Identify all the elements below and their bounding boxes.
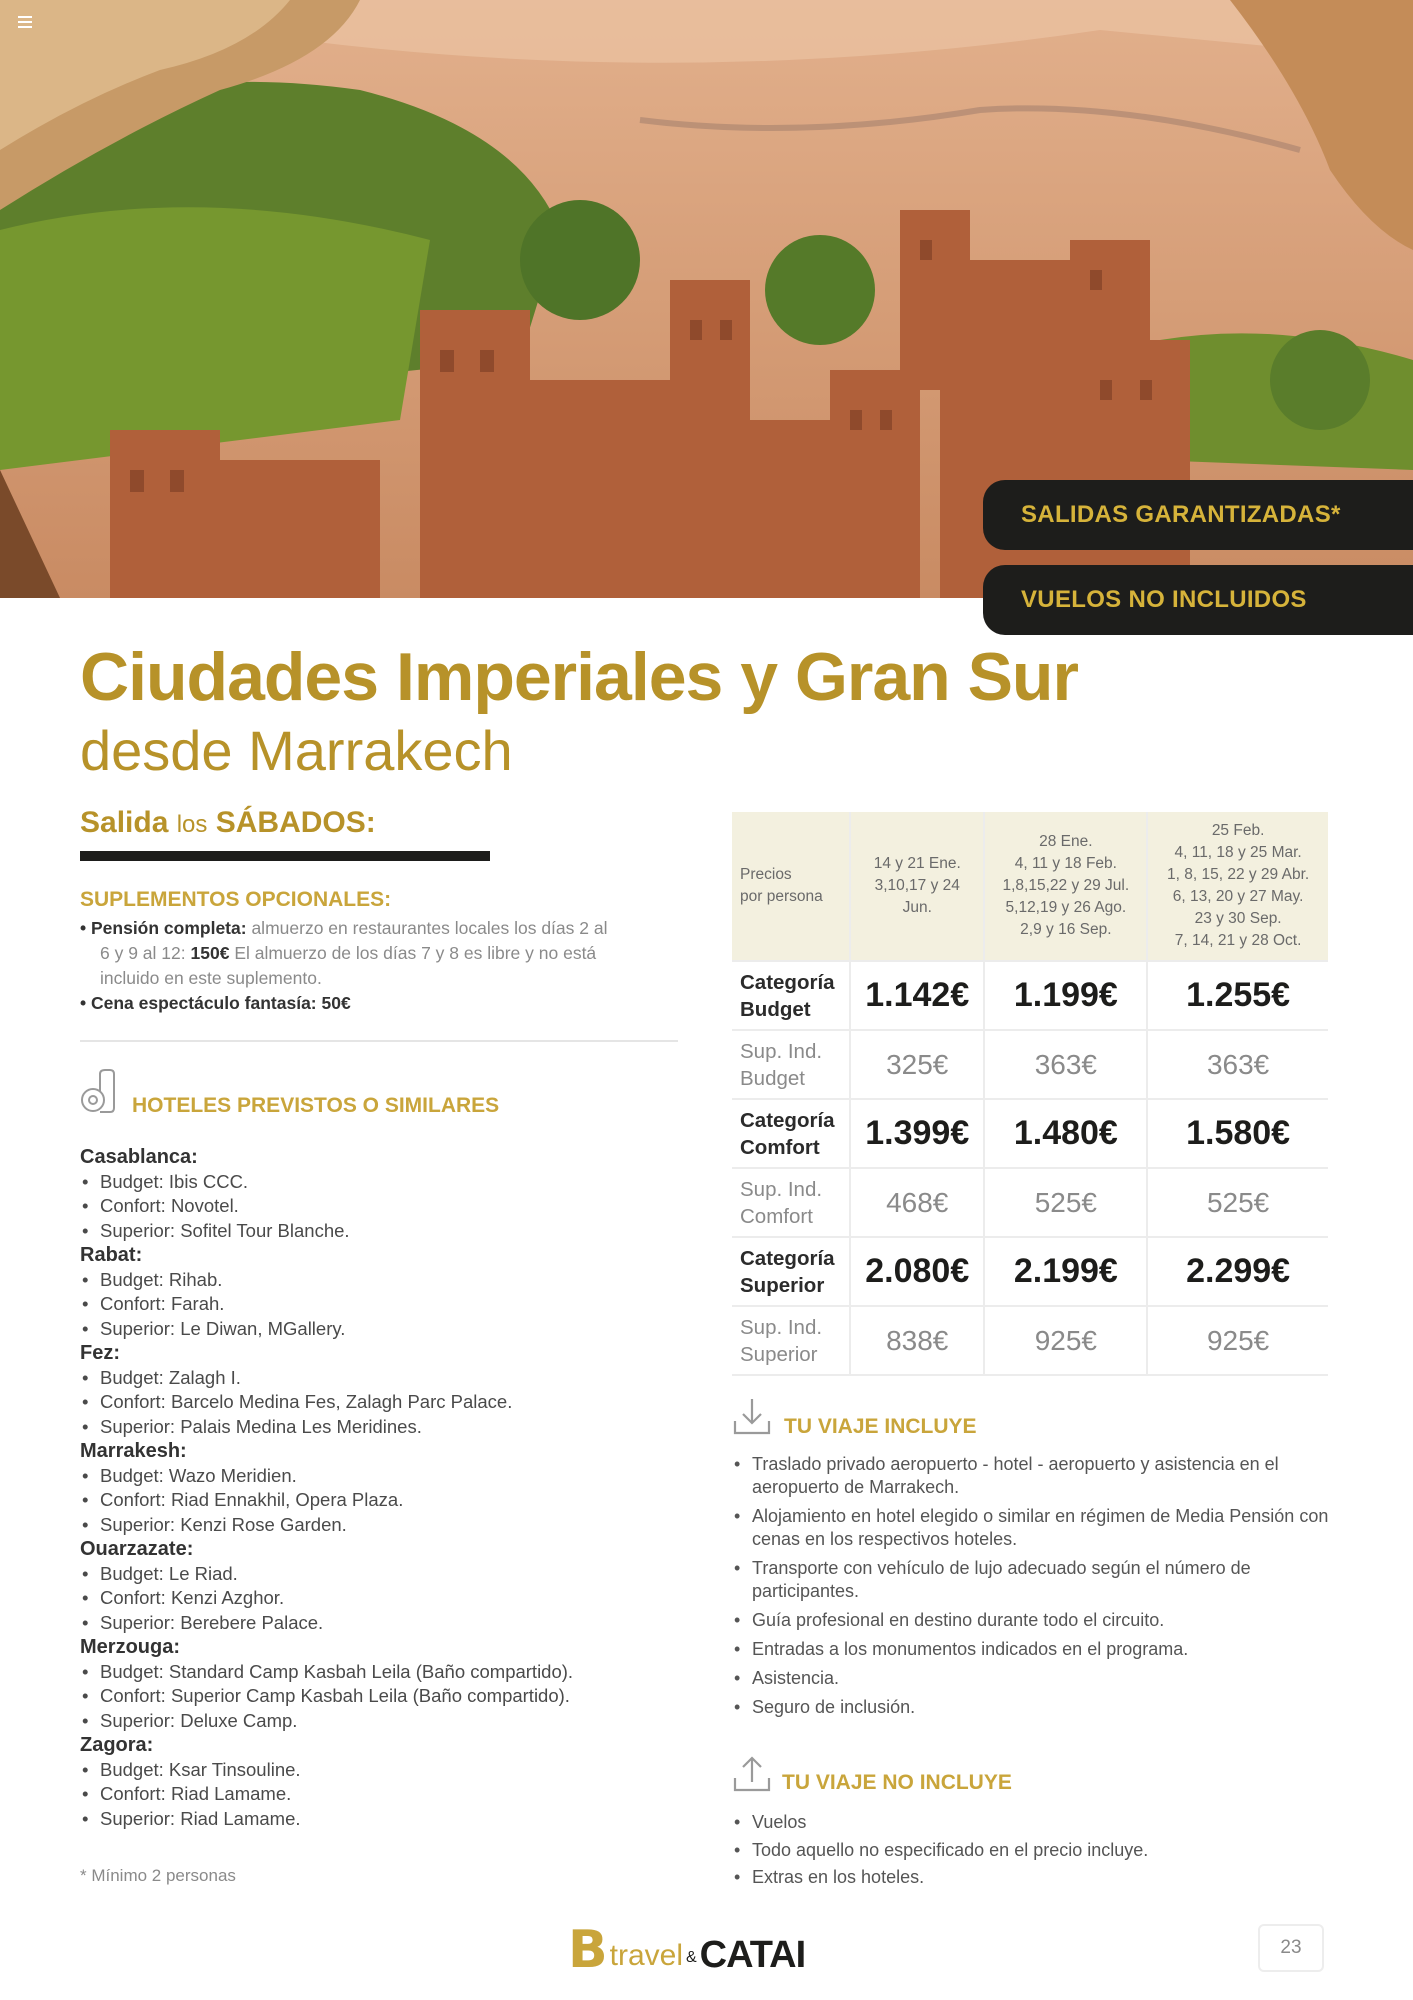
- price-cell: 525€: [1147, 1168, 1328, 1237]
- supplements-heading: SUPLEMENTOS OPCIONALES:: [80, 888, 392, 911]
- price-row-sup-superior: [732, 1306, 1328, 1375]
- hotel-city-block: [80, 1733, 700, 1831]
- page-subtitle: desde Marrakech: [80, 719, 513, 782]
- hotel-item: • Superior: Kenzi Rose Garden.: [80, 1513, 700, 1538]
- hotel-item: • Confort: Farah.: [80, 1292, 700, 1317]
- section-divider: [80, 1040, 678, 1042]
- city-name: Fez:: [80, 1342, 120, 1364]
- hotel-item: • Confort: Kenzi Azghor.: [80, 1586, 700, 1611]
- date-column-3: 25 Feb. 4, 11, 18 y 25 Mar. 1, 8, 15, 22 y 29 Abr. 6, 13, 20 y 27 May. 23 y 30 Sep. 7, 14, 21 y 28 Oct.: [1147, 812, 1328, 961]
- includes-list: [732, 1453, 1332, 1725]
- price-cell: 925€: [984, 1306, 1147, 1375]
- hotel-item: • Confort: Riad Ennakhil, Opera Plaza.: [80, 1488, 700, 1513]
- includes-heading: TU VIAJE INCLUYE: [784, 1415, 977, 1438]
- includes-item: • Entradas a los monumentos indicados en el programa.: [732, 1638, 1332, 1661]
- page-number: 23: [1258, 1924, 1324, 1972]
- page-title: Ciudades Imperiales y Gran Sur: [80, 639, 1078, 715]
- hotel-item: • Budget: Zalagh I.: [80, 1366, 700, 1391]
- hotel-key-icon: [80, 1068, 118, 1114]
- departure-days: [80, 806, 376, 840]
- price-cell: 525€: [984, 1168, 1147, 1237]
- not-included-list: [732, 1809, 1332, 1892]
- pension-line-1: • Pensión completa: almuerzo en restaurantes locales los días 2 al: [80, 918, 608, 938]
- upload-tray-icon: [732, 1754, 772, 1794]
- price-cell: 1.255€: [1147, 961, 1328, 1030]
- price-cell: 2.299€: [1147, 1237, 1328, 1306]
- hotel-city-block: [80, 1145, 700, 1243]
- price-cell: 2.199€: [984, 1237, 1147, 1306]
- hotel-item: • Superior: Palais Medina Les Meridines.: [80, 1415, 700, 1440]
- hotel-item: • Budget: Ibis CCC.: [80, 1170, 700, 1195]
- city-name: Casablanca:: [80, 1146, 198, 1168]
- includes-item: • Alojamiento en hotel elegido o similar en régimen de Media Pensión con cenas en los respectivos hoteles.: [732, 1505, 1332, 1551]
- logo-amp: &: [686, 1949, 697, 1966]
- price-cell: 925€: [1147, 1306, 1328, 1375]
- price-cell: 1.580€: [1147, 1099, 1328, 1168]
- hotel-city-block: [80, 1439, 700, 1537]
- price-cell: 363€: [984, 1030, 1147, 1099]
- logo-travel: travel: [609, 1939, 683, 1972]
- footnote: * Mínimo 2 personas: [80, 1866, 236, 1885]
- price-per-person-label: Precios por persona: [732, 812, 850, 961]
- includes-item: • Transporte con vehículo de lujo adecuado según el número de participantes.: [732, 1557, 1332, 1603]
- hotel-item: • Superior: Berebere Palace.: [80, 1611, 700, 1636]
- price-row-comfort: [732, 1099, 1328, 1168]
- hotels-heading: HOTELES PREVISTOS O SIMILARES: [132, 1094, 500, 1117]
- city-name: Marrakesh:: [80, 1440, 187, 1462]
- hotel-item: • Superior: Deluxe Camp.: [80, 1709, 700, 1734]
- hotel-item: • Superior: Sofitel Tour Blanche.: [80, 1219, 700, 1244]
- includes-item: • Traslado privado aeropuerto - hotel - aeropuerto y asistencia en el aeropuerto de Marrakech.: [732, 1453, 1332, 1499]
- hotel-item: • Budget: Standard Camp Kasbah Leila (Baño compartido).: [80, 1660, 700, 1685]
- hotel-item: • Budget: Le Riad.: [80, 1562, 700, 1587]
- pension-line-3: incluido en este suplemento.: [100, 968, 322, 988]
- row-label: Sup. Ind. Superior: [732, 1306, 850, 1375]
- row-label: Categoría Comfort: [732, 1099, 850, 1168]
- salida-day: SÁBADOS:: [215, 806, 376, 839]
- salida-word: Salida: [80, 806, 169, 839]
- download-tray-icon: [732, 1397, 772, 1437]
- hotel-city-block: [80, 1635, 700, 1733]
- cena-line: • Cena espectáculo fantasía: 50€: [80, 993, 351, 1013]
- pension-line-2: 6 y 9 al 12: 150€ El almuerzo de los días 7 y 8 es libre y no está: [100, 943, 597, 963]
- price-cell: 838€: [850, 1306, 984, 1375]
- hotel-item: • Confort: Novotel.: [80, 1194, 700, 1219]
- city-name: Ouarzazate:: [80, 1538, 194, 1560]
- hotel-item: • Budget: Ksar Tinsouline.: [80, 1758, 700, 1783]
- row-label: Sup. Ind. Comfort: [732, 1168, 850, 1237]
- price-row-superior: [732, 1237, 1328, 1306]
- date-column-1: 14 y 21 Ene. 3,10,17 y 24 Jun.: [850, 812, 984, 961]
- supplements-list: [80, 916, 680, 1016]
- price-cell: 1.480€: [984, 1099, 1147, 1168]
- price-row-sup-budget: [732, 1030, 1328, 1099]
- not-included-item: • Vuelos: [732, 1809, 1332, 1837]
- not-included-heading: TU VIAJE NO INCLUYE: [782, 1771, 1012, 1794]
- price-cell: 1.199€: [984, 961, 1147, 1030]
- btravel-catai-logo: [568, 1916, 806, 1980]
- hotel-city-block: [80, 1243, 700, 1341]
- logo-b: B: [568, 1920, 608, 1980]
- hotel-city-block: [80, 1537, 700, 1635]
- price-cell: 2.080€: [850, 1237, 984, 1306]
- city-name: Rabat:: [80, 1244, 143, 1266]
- divider-bar: [80, 851, 490, 861]
- salidas-garantizadas-tag: SALIDAS GARANTIZADAS*: [983, 480, 1413, 550]
- price-cell: 363€: [1147, 1030, 1328, 1099]
- row-label: Categoría Superior: [732, 1237, 850, 1306]
- logo-catai: CATAI: [699, 1934, 806, 1976]
- price-row-budget: [732, 961, 1328, 1030]
- city-name: Zagora:: [80, 1734, 154, 1756]
- date-column-2: 28 Ene. 4, 11 y 18 Feb. 1,8,15,22 y 29 Jul. 5,12,19 y 26 Ago. 2,9 y 16 Sep.: [984, 812, 1147, 961]
- hotel-city-block: [80, 1341, 700, 1439]
- price-cell: 468€: [850, 1168, 984, 1237]
- hotels-list: [80, 1145, 700, 1831]
- hotel-item: • Superior: Riad Lamame.: [80, 1807, 700, 1832]
- vuelos-no-incluidos-tag: VUELOS NO INCLUIDOS: [983, 565, 1413, 635]
- menu-icon: [18, 16, 32, 28]
- salida-connector: los: [176, 811, 208, 838]
- not-included-item: • Extras en los hoteles.: [732, 1864, 1332, 1892]
- row-label: Sup. Ind. Budget: [732, 1030, 850, 1099]
- includes-item: • Seguro de inclusión.: [732, 1696, 1332, 1719]
- not-included-item: • Todo aquello no especificado en el precio incluye.: [732, 1837, 1332, 1865]
- price-cell: 1.399€: [850, 1099, 984, 1168]
- row-label: Categoría Budget: [732, 961, 850, 1030]
- price-cell: 1.142€: [850, 961, 984, 1030]
- city-name: Merzouga:: [80, 1636, 180, 1658]
- hotel-item: • Budget: Wazo Meridien.: [80, 1464, 700, 1489]
- price-cell: 325€: [850, 1030, 984, 1099]
- price-row-sup-comfort: [732, 1168, 1328, 1237]
- hotel-item: • Confort: Barcelo Medina Fes, Zalagh Parc Palace.: [80, 1390, 700, 1415]
- hotel-item: • Superior: Le Diwan, MGallery.: [80, 1317, 700, 1342]
- hotel-item: • Confort: Riad Lamame.: [80, 1782, 700, 1807]
- hotel-item: • Confort: Superior Camp Kasbah Leila (Baño compartido).: [80, 1684, 700, 1709]
- includes-item: • Asistencia.: [732, 1667, 1332, 1690]
- hero-photo: [0, 0, 1413, 613]
- price-table: [732, 812, 1328, 1376]
- hotel-item: • Budget: Rihab.: [80, 1268, 700, 1293]
- price-table-header: [732, 812, 1328, 961]
- includes-item: • Guía profesional en destino durante todo el circuito.: [732, 1609, 1332, 1632]
